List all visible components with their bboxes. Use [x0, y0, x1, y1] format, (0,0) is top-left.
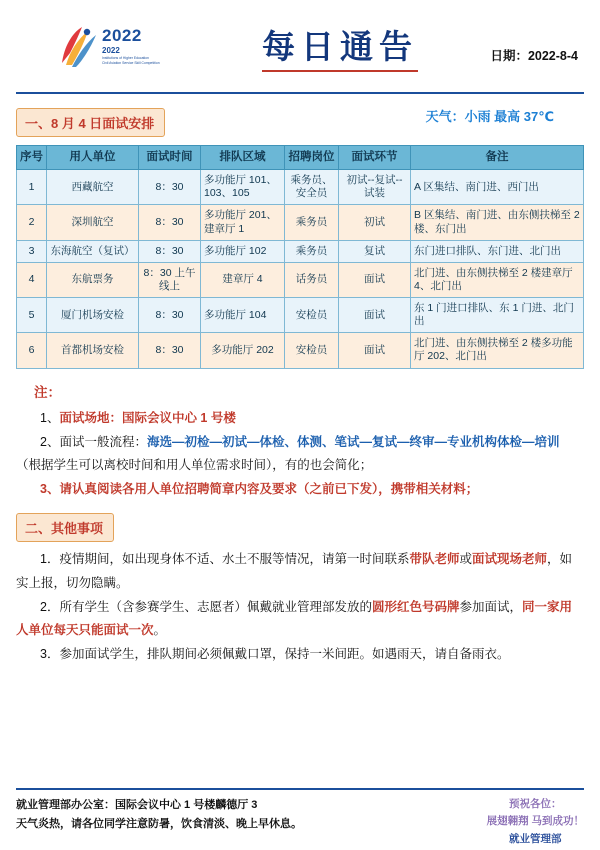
notes-label: 注： [34, 384, 61, 400]
notes-block [16, 381, 584, 501]
col-stage: 面试环节 [339, 146, 411, 170]
cell-remark: 北门进、由东侧扶梯至 2 楼建章厅 4、北门出 [411, 262, 584, 297]
cell-no: 3 [17, 240, 47, 262]
cell-unit: 东海航空（复试） [47, 240, 139, 262]
other-2-b: 圆形红色号码牌 [371, 599, 460, 614]
cell-post: 安检员 [285, 333, 339, 368]
other-item-1 [16, 548, 584, 596]
other-2-a: 2．所有学生（含参赛学生、志愿者）佩戴就业管理部发放的 [40, 599, 372, 614]
other-1-b: 带队老师 [409, 552, 460, 567]
other-2-c: 参加面试， [459, 599, 522, 614]
cell-area: 多功能厅 104 [201, 298, 285, 333]
note-item-1 [16, 407, 584, 430]
cell-area: 多功能厅 101、103、105 [201, 170, 285, 205]
col-post: 招聘岗位 [285, 146, 339, 170]
cell-remark: B 区集结、南门进、由东侧扶梯至 2 楼、东门出 [411, 205, 584, 240]
cell-time: 8：30 [139, 333, 201, 368]
footer-signature [487, 796, 584, 848]
notice-date: 日期：2022-8-4 [490, 49, 578, 63]
other-item-3: 3．参加面试学生，排队期间必须佩戴口罩，保持一米间距。如遇雨天，请自备雨衣。 [40, 647, 510, 662]
cell-stage: 面试 [339, 262, 411, 297]
page-header [16, 0, 584, 94]
note-2-index: 2、 [40, 434, 60, 449]
cell-time: 8：30 [139, 298, 201, 333]
other-1-a: 1．疫情期间，如出现身体不适、水土不服等情况，请第一时间联系 [40, 552, 410, 567]
col-time: 面试时间 [139, 146, 201, 170]
other-2-d: 同一家用人单位每天只能面试一次 [16, 599, 572, 638]
footer-right-line2: 展翅翱翔 马到成功！ [486, 815, 584, 828]
footer-left-line1: 就业管理部办公室：国际会议中心 1 号楼麟德厅 3 [16, 799, 258, 811]
logo-mark-icon [56, 23, 98, 69]
cell-remark: 北门进、由东侧扶梯至 2 楼多功能厅 202、北门出 [411, 333, 584, 368]
footer-right-line1: 预祝各位： [509, 798, 562, 810]
section1-header-row [16, 94, 584, 137]
col-area: 排队区域 [201, 146, 285, 170]
logo-year: 2022 [102, 26, 142, 46]
note-2-a: 面试一般流程： [59, 434, 147, 449]
footer-right-line3: 就业管理部 [509, 832, 562, 845]
interview-schedule-table [16, 145, 584, 369]
cell-area: 多功能厅 102 [201, 240, 285, 262]
cell-area: 建章厅 4 [201, 262, 285, 297]
note-3-index: 3、 [40, 481, 60, 496]
page-footer [16, 788, 584, 850]
cell-post: 乘务员 [285, 240, 339, 262]
cell-no: 6 [17, 333, 47, 368]
other-item-2 [16, 596, 584, 644]
note-2-b: 海选—初检—初试—体检、体测、笔试—复试—终审—专业机构 [146, 434, 497, 449]
table-row [17, 262, 584, 297]
cell-time: 8：30 上午线上 [139, 262, 201, 297]
other-1-c: 或 [459, 552, 472, 567]
other-2-e: 。 [153, 623, 167, 638]
logo-subtitle-en: Civil Aviation Service Skill Competition [102, 60, 160, 65]
cell-stage: 初试 [339, 205, 411, 240]
cell-stage: 面试 [339, 298, 411, 333]
note-2-c: 体检—培训 [496, 434, 560, 449]
cell-stage: 初试--复试--试装 [339, 170, 411, 205]
note-1-index: 1、 [40, 410, 60, 425]
weather-info: 天气：小雨 最高 37℃ [425, 109, 554, 124]
cell-post: 安检员 [285, 298, 339, 333]
section2-banner: 二、其他事项 [16, 513, 114, 542]
table-row [17, 298, 584, 333]
cell-unit: 深圳航空 [47, 205, 139, 240]
cell-no: 1 [17, 170, 47, 205]
title-underline [262, 70, 418, 72]
logo-year-small: 2022 [102, 46, 120, 56]
table-row [17, 205, 584, 240]
cell-area: 多功能厅 201、建章厅 1 [201, 205, 285, 240]
logo-subtitle-cn: Institutions of Higher Education [102, 56, 149, 61]
footer-left-line2: 天气炎热，请各位同学注意防暑，饮食清淡、晚上早休息。 [16, 817, 302, 830]
other-1-d: 面试现场老师 [472, 552, 548, 567]
page-title-text: 每日通告 [262, 26, 418, 66]
cell-time: 8：30 [139, 240, 201, 262]
col-remark: 备注 [411, 146, 584, 170]
cell-unit: 西藏航空 [47, 170, 139, 205]
cell-unit: 首都机场安检 [47, 333, 139, 368]
note-3-text: 请认真阅读各用人单位招聘简章内容及要求（之前已下发），携带相关材料； [59, 481, 479, 496]
cell-time: 8：30 [139, 205, 201, 240]
cell-post: 乘务员、安全员 [285, 170, 339, 205]
page-title [262, 21, 418, 72]
cell-no: 5 [17, 298, 47, 333]
section2-body [16, 548, 584, 667]
table-row [17, 170, 584, 205]
cell-unit: 厦门机场安检 [47, 298, 139, 333]
cell-stage: 面试 [339, 333, 411, 368]
note-item-3 [16, 478, 584, 501]
cell-stage: 复试 [339, 240, 411, 262]
cell-post: 乘务员 [285, 205, 339, 240]
note-item-2 [16, 431, 584, 477]
table-row [17, 240, 584, 262]
cell-area: 多功能厅 202 [201, 333, 285, 368]
cell-remark: 东门进口排队、东门进、北门出 [411, 240, 584, 262]
cell-time: 8：30 [139, 170, 201, 205]
cell-no: 4 [17, 262, 47, 297]
note-1-text: 面试场地：国际会议中心 1 号楼 [59, 410, 236, 425]
table-header-row [17, 146, 584, 170]
cell-remark: 东 1 门进口排队、东 1 门进、北门出 [411, 298, 584, 333]
table-row [17, 333, 584, 368]
cell-unit: 东航票务 [47, 262, 139, 297]
footer-office-info [16, 796, 302, 833]
cell-remark: A 区集结、南门进、西门出 [411, 170, 584, 205]
col-no: 序号 [17, 146, 47, 170]
other-1-e: ，如实上报，切勿隐瞒。 [16, 552, 573, 590]
section1-banner: 一、8 月 4 日面试安排 [16, 108, 165, 137]
cell-post: 话务员 [285, 262, 339, 297]
col-unit: 用人单位 [47, 146, 139, 170]
cell-no: 2 [17, 205, 47, 240]
note-2-d: （根据学生可以离校时间和用人单位需求时间），有的也会简化； [16, 457, 373, 472]
